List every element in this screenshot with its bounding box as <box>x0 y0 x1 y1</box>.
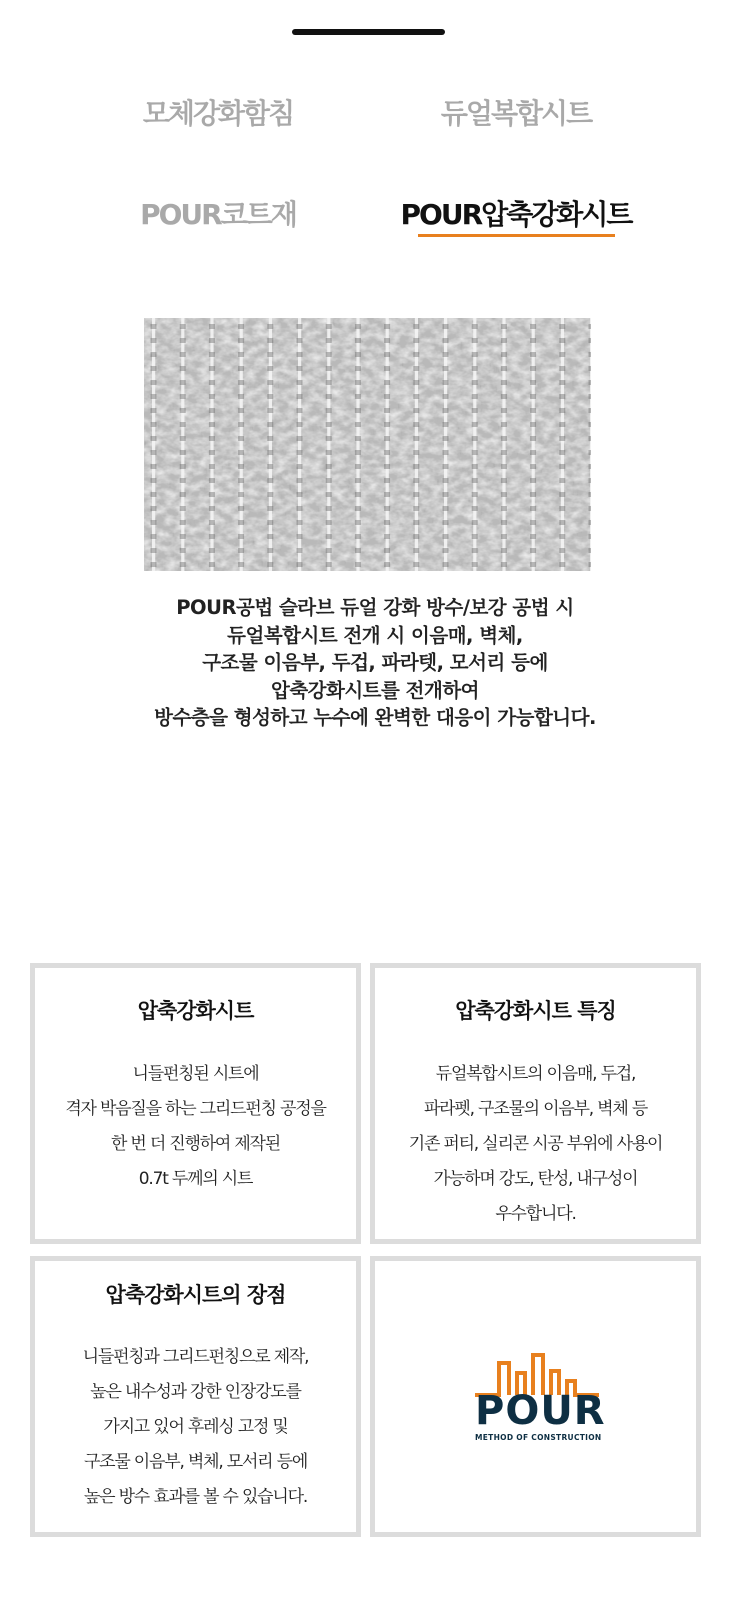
logo-tagline: METHOD OF CONSTRUCTION <box>475 1433 602 1442</box>
card-title: 압축강화시트의 장점 <box>105 1283 286 1307</box>
top-handle-bar <box>292 29 445 35</box>
card-compression-sheet-advantages <box>30 1256 361 1537</box>
card-line: 격자 박음질을 하는 그리드펀칭 공정을 <box>65 1099 326 1119</box>
description-line: POUR공법 슬라브 듀얼 강화 방수/보강 공법 시 <box>176 596 574 619</box>
card-line: 기존 퍼티, 실리콘 시공 부위에 사용이 <box>408 1134 663 1154</box>
card-line: 한 번 더 진행하여 제작된 <box>110 1134 281 1154</box>
description-line: 듀얼복합시트 전개 시 이음매, 벽체, <box>227 623 523 647</box>
tab-pour-compression-sheet[interactable]: POUR압축강화시트 <box>400 198 632 231</box>
logo-wordmark: POUR <box>475 1388 606 1434</box>
description-line: 압축강화시트를 전개하여 <box>271 678 479 702</box>
card-title: 압축강화시트 <box>137 999 254 1023</box>
card-line: 우수합니다. <box>495 1204 576 1224</box>
card-body <box>375 1057 696 1232</box>
card-line: 높은 내수성과 강한 인장강도를 <box>90 1382 301 1402</box>
product-description <box>60 594 690 732</box>
card-line: 가능하며 강도, 탄성, 내구성이 <box>433 1169 638 1189</box>
card-line: 니들펀칭과 그리드펀칭으로 제작, <box>82 1347 309 1367</box>
tab-pour-coating[interactable]: POUR코트재 <box>140 198 296 231</box>
sheet-texture-image <box>144 318 591 571</box>
card-line: 구조물 이음부, 벽체, 모서리 등에 <box>83 1452 308 1472</box>
card-body <box>35 1340 356 1515</box>
description-line: 방수층을 형성하고 누수에 완벽한 대응이 가능합니다. <box>154 706 596 729</box>
description-line: 구조물 이음부, 두겁, 파라텟, 모서리 등에 <box>202 651 548 674</box>
card-compression-sheet <box>30 963 361 1244</box>
tab-base-reinforcement[interactable]: 모체강화함침 <box>142 97 294 130</box>
tab-dual-composite-sheet[interactable]: 듀얼복합시트 <box>440 97 592 130</box>
pour-logo <box>475 1351 606 1445</box>
card-line: 높은 방수 효과를 볼 수 있습니다. <box>83 1487 308 1507</box>
card-line: 가지고 있어 후레싱 고정 및 <box>103 1417 288 1437</box>
card-line: 0.7t 두께의 시트 <box>138 1169 253 1189</box>
card-logo <box>370 1256 701 1537</box>
active-tab-underline <box>418 234 615 237</box>
card-line: 파라펫, 구조물의 이음부, 벽체 등 <box>423 1099 648 1119</box>
card-line: 니들펀칭된 시트에 <box>132 1064 259 1084</box>
card-body <box>35 1057 356 1197</box>
card-line: 듀얼복합시트의 이음매, 두겁, <box>435 1064 636 1084</box>
card-compression-sheet-features <box>370 963 701 1244</box>
card-title: 압축강화시트 특징 <box>455 999 616 1023</box>
